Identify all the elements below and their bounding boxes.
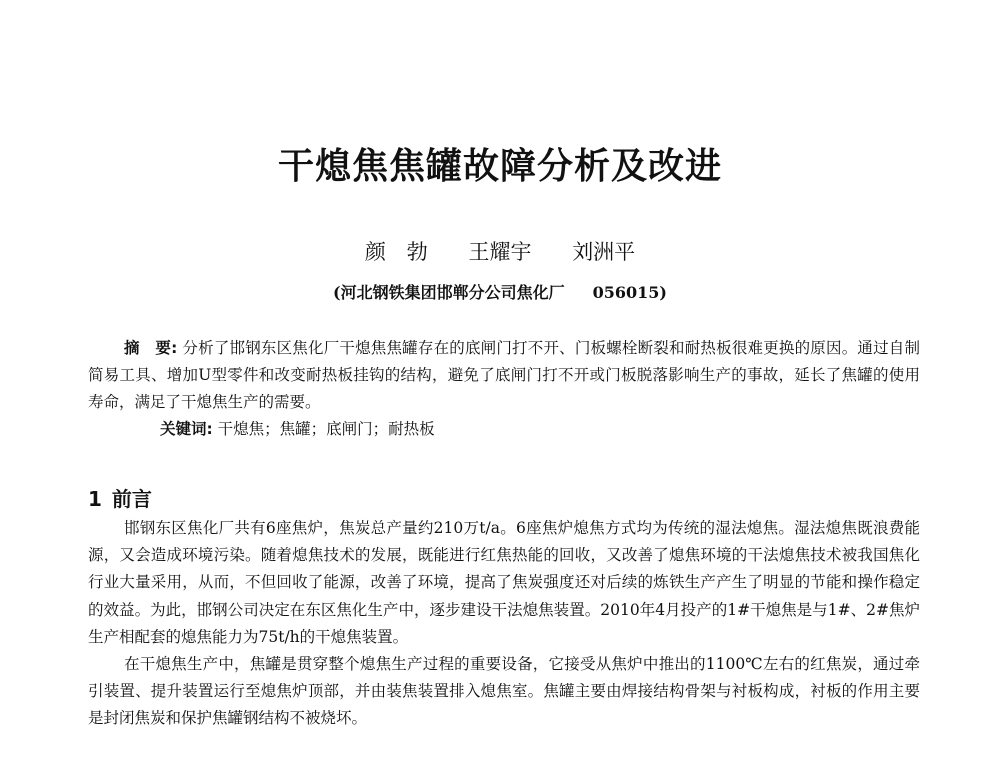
section-number: 1	[88, 487, 102, 511]
author-name: 王耀宇	[468, 240, 532, 264]
abstract-label: 摘 要:	[124, 339, 178, 357]
paper-title: 干熄焦焦罐故障分析及改进	[277, 146, 722, 187]
keywords-line	[88, 416, 920, 443]
abstract-text: 分析了邯钢东区焦化厂干熄焦焦罐存在的底闸门打不开、门板螺栓断裂和耐热板很难更换的原因。通过自制简易工具、增加U型零件和改变耐热板挂钩的结构，避免了底闸门打不开或门板脱落影响生产的事故，延长了焦罐的使用寿命，满足了干熄焦生产的需要。	[88, 339, 920, 411]
author-list	[0, 236, 1000, 266]
keywords-text: 干熄焦；焦罐；底闸门；耐热板	[217, 420, 435, 438]
abstract-paragraph	[88, 335, 920, 416]
affiliation	[0, 280, 1000, 303]
section-heading	[88, 483, 152, 512]
author-name: 颜 勃	[364, 240, 428, 264]
affiliation-postcode: 056015)	[592, 283, 667, 302]
abstract-block	[88, 335, 920, 443]
body-paragraph: 邯钢东区焦化厂共有6座焦炉，焦炭总产量约210万t/a。6座焦炉熄焦方式均为传统的湿法熄焦。湿法熄焦既浪费能源，又会造成环境污染。随着熄焦技术的发展，既能进行红焦热能的回收，又改善了熄焦环境的干法熄焦技术被我国焦化行业大量采用，从而，不但回收了能源，改善了环境，提高了焦炭强度还对后续的炼铁生产产生了明显的节能和操作稳定的效益。为此，邯钢公司决定在东区焦化生产中，逐步建设干法熄焦装置。2010年4月投产的1#干熄焦是与1#、2#焦炉生产相配套的熄焦能力为75t/h的干熄焦装置。	[88, 519, 920, 646]
body-text	[88, 515, 920, 733]
affiliation-org: (河北钢铁集团邯郸分公司焦化厂	[333, 283, 565, 302]
keywords-label: 关键词:	[160, 420, 213, 438]
section-title: 前言	[111, 487, 152, 511]
author-name: 刘洲平	[572, 240, 636, 264]
body-paragraph: 在干熄焦生产中，焦罐是贯穿整个熄焦生产过程的重要设备，它接受从焦炉中推出的1100℃左右的红焦炭，通过牵引装置、提升装置运行至熄焦炉顶部，并由装焦装置排入熄焦室。焦罐主要由焊接结构骨架与衬板构成，衬板的作用主要是封闭焦炭和保护焦罐钢结构不被烧坏。	[88, 655, 920, 728]
